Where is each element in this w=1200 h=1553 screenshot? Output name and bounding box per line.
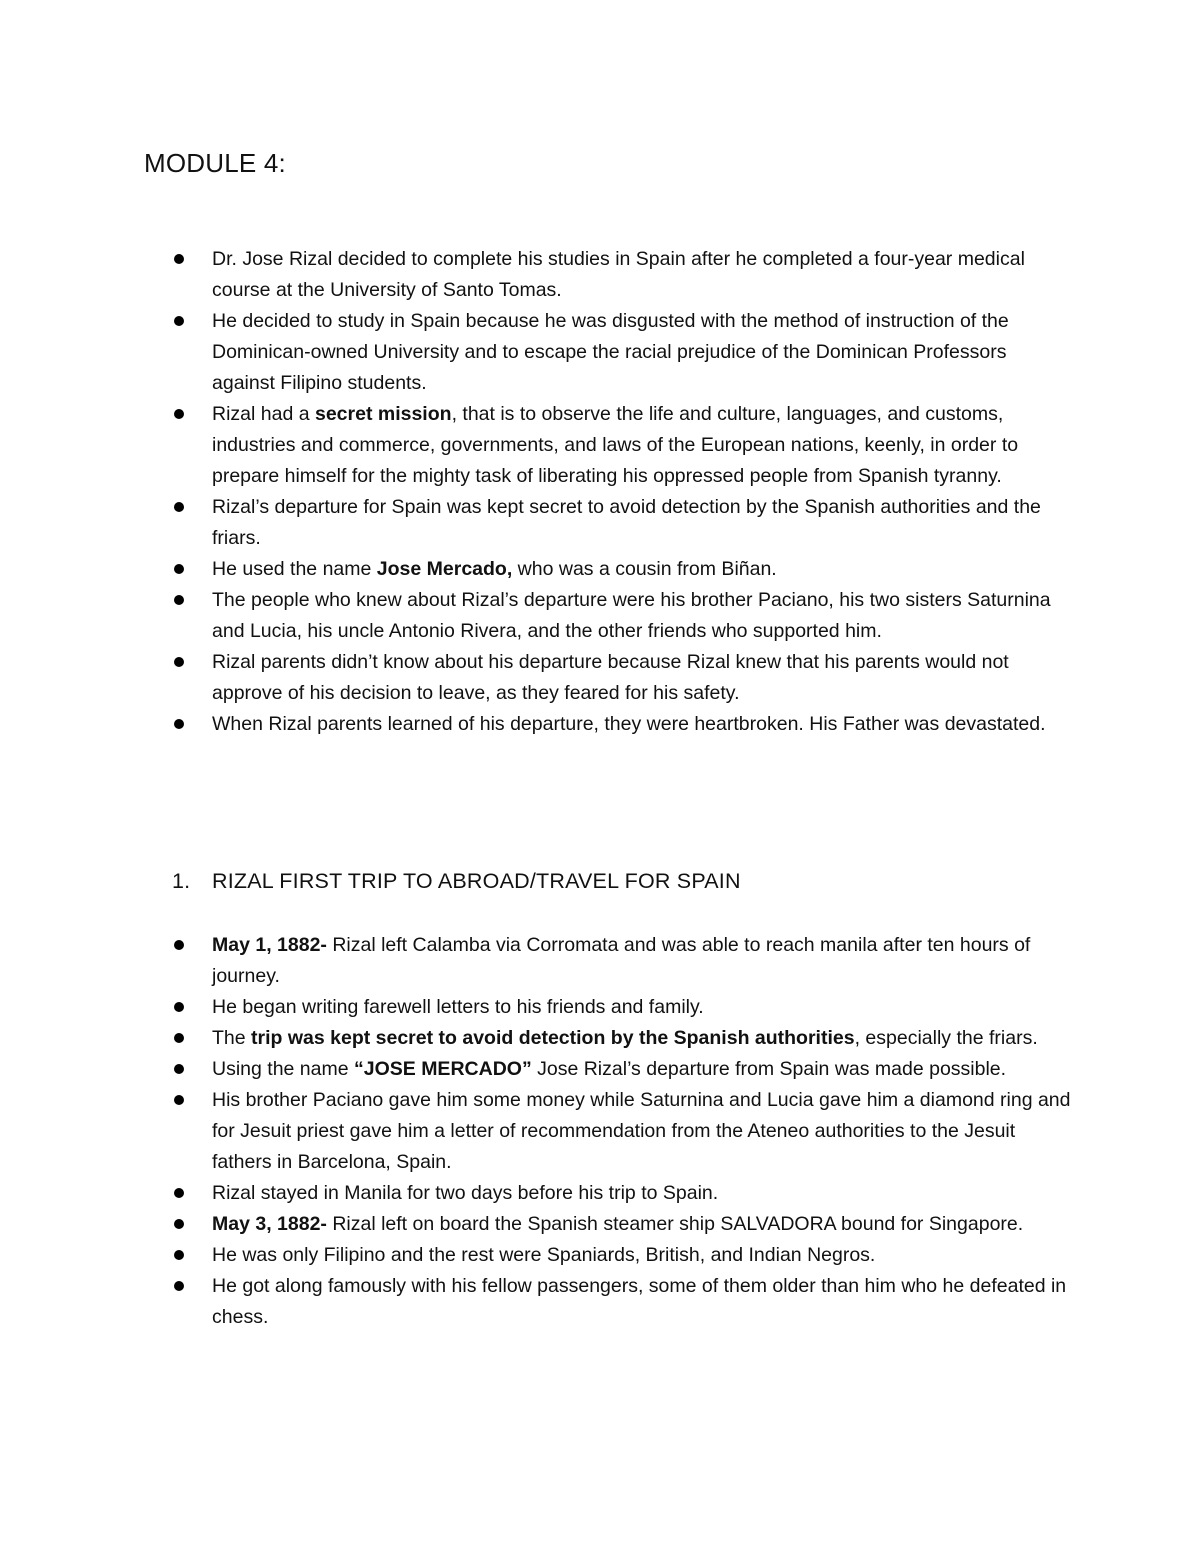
item-text: Using the name (212, 1058, 354, 1080)
list-item (0, 492, 1072, 554)
section-title: RIZAL FIRST TRIP TO ABROAD/TRAVEL FOR SPAIN (212, 869, 741, 893)
item-text: He used the name (212, 558, 377, 580)
item-text: Rizal left on board the Spanish steamer ship SALVADORA bound for Singapore. (326, 1213, 1024, 1235)
item-text: The (212, 1027, 252, 1049)
bullet-icon (174, 1281, 184, 1291)
list-item (0, 244, 1072, 306)
section-number: 1. (172, 869, 191, 893)
list-item (0, 992, 1072, 1023)
intro-bullet-list (0, 244, 1200, 740)
bullet-icon (174, 1250, 184, 1260)
list-item (0, 1178, 1072, 1209)
bullet-icon (174, 719, 184, 729)
list-item (0, 1023, 1072, 1054)
item-text: Rizal left Calamba via Corromata and was able to reach manila after ten hours of journey. (212, 934, 1031, 987)
item-text: Rizal stayed in Manila for two days before his trip to Spain. (212, 1182, 719, 1204)
bullet-icon (174, 254, 184, 264)
list-item (0, 1240, 1072, 1271)
bold-text: “JOSE MERCADO” (354, 1058, 532, 1080)
section-bullet-list (0, 930, 1200, 1333)
bullet-icon (174, 657, 184, 667)
module-title: MODULE 4: (144, 148, 286, 178)
list-item (0, 1209, 1072, 1240)
item-text: The people who knew about Rizal’s departure were his brother Paciano, his two sisters Saturnina and Lucia, his uncle Antonio Rivera, and the other friends who supported him. (212, 589, 1051, 642)
list-item (0, 1054, 1072, 1085)
list-item (0, 585, 1072, 647)
bullet-icon (174, 409, 184, 419)
bullet-icon (174, 1188, 184, 1198)
bullet-icon (174, 502, 184, 512)
item-text: Rizal parents didn’t know about his departure because Rizal knew that his parents would not approve of his decision to leave, as they feared for his safety. (212, 651, 1009, 704)
item-text: Jose Rizal’s departure from Spain was made possible. (531, 1058, 1007, 1080)
bold-text: May 1, 1882- (212, 934, 327, 956)
item-text: Dr. Jose Rizal decided to complete his studies in Spain after he completed a four-year medical course at the University of Santo Tomas. (212, 248, 1025, 301)
bullet-icon (174, 1219, 184, 1229)
bullet-icon (174, 1033, 184, 1043)
list-item (0, 399, 1072, 492)
list-item (0, 1271, 1072, 1333)
bullet-icon (174, 1064, 184, 1074)
bullet-icon (174, 595, 184, 605)
bold-text: trip was kept secret to avoid detection by the Spanish authorities (251, 1027, 855, 1049)
item-text: He was only Filipino and the rest were Spaniards, British, and Indian Negros. (212, 1244, 876, 1266)
bold-text: May 3, 1882- (212, 1213, 327, 1235)
item-text: Rizal’s departure for Spain was kept secret to avoid detection by the Spanish authorities and the friars. (212, 496, 1041, 549)
item-text: , that is to observe the life and culture, languages, and customs, industries and commerce, governments, and laws of the European nations, keenly, in order to prepare himself for the mighty task of liberating his oppressed people from Spanish tyranny. (212, 403, 1019, 487)
bullet-icon (174, 1002, 184, 1012)
list-item (0, 554, 1072, 585)
item-text: His brother Paciano gave him some money while Saturnina and Lucia gave him a diamond ring and for Jesuit priest gave him a letter of recommendation from the Ateneo authorities to the Jesuit fathers in Barcelona, Spain. (212, 1089, 1071, 1173)
bullet-icon (174, 316, 184, 326)
item-text: He began writing farewell letters to his friends and family. (212, 996, 704, 1018)
item-text: , especially the friars. (854, 1027, 1038, 1049)
bold-text: secret mission (314, 403, 452, 425)
list-item (0, 647, 1072, 709)
list-item (0, 709, 1072, 740)
list-item (0, 1085, 1072, 1178)
list-item (0, 930, 1072, 992)
bullet-icon (174, 564, 184, 574)
bold-text: Jose Mercado, (376, 558, 513, 580)
item-text: He decided to study in Spain because he was disgusted with the method of instruction of the Dominican-owned University and to escape the racial prejudice of the Dominican Professors against Filipino students. (212, 310, 1009, 394)
item-text: When Rizal parents learned of his departure, they were heartbroken. His Father was devastated. (212, 713, 1046, 735)
bullet-icon (174, 940, 184, 950)
list-item (0, 306, 1072, 399)
item-text: Rizal had a (212, 403, 315, 425)
item-text: He got along famously with his fellow passengers, some of them older than him who he defeated in chess. (212, 1275, 1067, 1328)
item-text: who was a cousin from Biñan. (512, 558, 777, 580)
bullet-icon (174, 1095, 184, 1105)
